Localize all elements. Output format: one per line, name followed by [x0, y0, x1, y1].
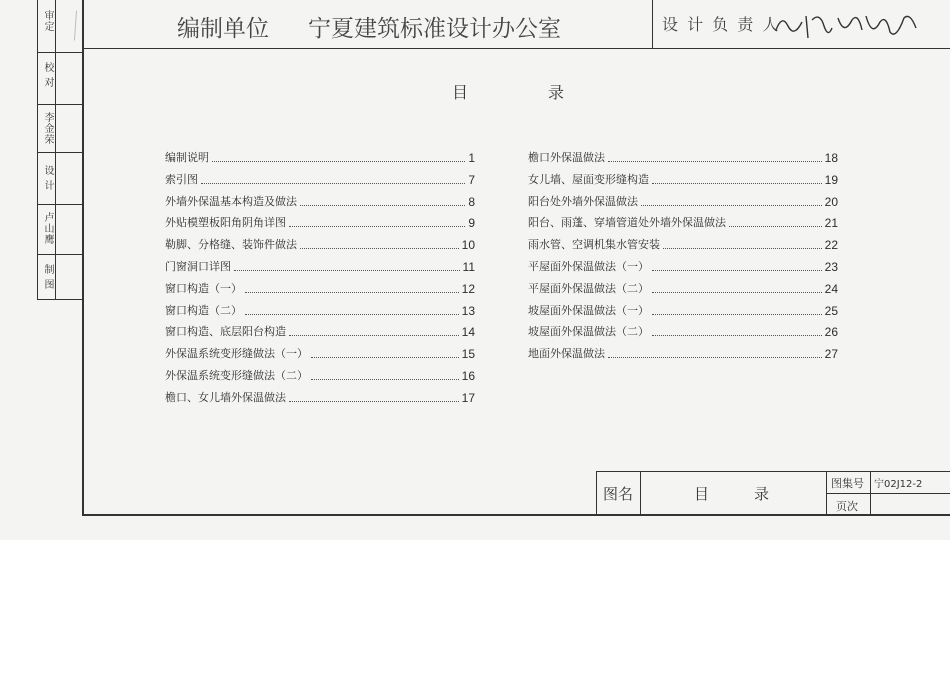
toc-entry-page: 17 [461, 390, 475, 405]
toc-entry-title: 坡屋面外保温做法（一） [528, 303, 649, 317]
toc-leader-dots [652, 291, 822, 293]
toc-entry-title: 索引图 [165, 172, 198, 186]
responsible-signature [772, 8, 922, 44]
toc-entry-page: 26 [824, 325, 838, 340]
toc-leader-dots [212, 160, 465, 162]
toc-entry [165, 212, 475, 230]
unit-name: 宁夏建筑标准设计办公室 [308, 16, 561, 42]
sidebar-cell-check: 校 对 [42, 62, 53, 89]
toc-leader-dots [729, 225, 822, 227]
toc-entry-title: 雨水管、空调机集水管安装 [528, 238, 660, 252]
toc-entry-title: 窗口构造（二） [165, 303, 242, 317]
toc-entry [165, 365, 475, 383]
toc-entry-title: 外贴模塑板阳角阴角详图 [165, 216, 286, 230]
toc-leader-dots [300, 247, 459, 249]
toc-entry-page: 20 [824, 194, 838, 209]
toc-entry-page: 22 [824, 238, 838, 253]
toc-entry-title: 平屋面外保温做法（一） [528, 260, 649, 273]
toc-entry-title: 檐口外保温做法 [528, 151, 605, 164]
toc-entry-title: 外保温系统变形缝做法（二） [165, 369, 308, 382]
atlas-number-label: 图集号 [831, 477, 864, 490]
toc-leader-dots [201, 182, 465, 184]
toc-entry [528, 169, 838, 187]
toc-entry-title: 地面外保温做法 [528, 347, 605, 361]
toc-entry-title: 编制说明 [165, 151, 209, 164]
toc-entry-title: 窗口构造（一） [165, 281, 242, 295]
toc-entry-page: 18 [824, 151, 838, 165]
responsible-label: 设 计 负 责 人 [662, 15, 781, 34]
toc-entry-title: 檐口、女儿墙外保温做法 [165, 390, 286, 404]
toc-entry-title: 阳台处外墙外保温做法 [528, 194, 638, 208]
toc-entry [165, 321, 475, 339]
toc-entry [528, 278, 838, 296]
toc-entry-page: 11 [462, 260, 475, 274]
toc-entry-page: 19 [824, 172, 838, 187]
sidebar-cell-approve: 审定 [42, 10, 53, 32]
page-title: 目 录 [452, 83, 565, 102]
atlas-number: 宁02J12-2 [874, 479, 923, 490]
toc-entry [528, 212, 838, 230]
toc-entry [528, 256, 838, 274]
toc-entry-page: 24 [824, 281, 838, 296]
sidebar-cell-draw: 制 图 [42, 264, 53, 291]
sidebar-cell-check-name: 李金荣 [42, 112, 53, 145]
toc-entry-title: 外保温系统变形缝做法（一） [165, 347, 308, 361]
sidebar-strip [37, 0, 83, 300]
toc-entry [528, 234, 838, 252]
toc-leader-dots [608, 160, 822, 162]
toc-leader-dots [245, 291, 459, 293]
toc-entry-page: 10 [461, 238, 475, 253]
toc-leader-dots [311, 378, 459, 380]
toc-entry-page: 8 [468, 194, 475, 209]
toc-leader-dots [641, 204, 822, 206]
toc-entry [165, 256, 475, 274]
toc-entry-page: 16 [461, 369, 475, 383]
toc-entry [165, 234, 475, 252]
toc-entry-page: 14 [461, 325, 475, 340]
drawing-name-label: 图名 [603, 485, 634, 503]
sidebar-cell-design: 设 计 [42, 165, 53, 192]
toc-leader-dots [234, 269, 460, 271]
page-number-label: 页次 [836, 500, 858, 513]
toc-entry [165, 278, 475, 296]
toc-leader-dots [289, 400, 459, 402]
toc-entry [165, 387, 475, 405]
toc-entry-title: 平屋面外保温做法（二） [528, 281, 649, 295]
toc-entry-title: 外墙外保温基本构造及做法 [165, 194, 297, 208]
toc-entry-page: 13 [461, 303, 475, 318]
toc-entry [165, 343, 475, 361]
toc-leader-dots [652, 334, 822, 336]
toc-entry-title: 阳台、雨蓬、穿墙管道处外墙外保温做法 [528, 216, 726, 230]
toc-entry-page: 21 [824, 216, 838, 231]
toc-entry [528, 147, 838, 165]
toc-entry [165, 147, 475, 165]
toc-leader-dots [289, 334, 459, 336]
unit-label: 编制单位 [177, 16, 269, 42]
toc-entry-title: 坡屋面外保温做法（二） [528, 325, 649, 339]
sidebar-signature [58, 9, 77, 40]
toc-entry [528, 191, 838, 209]
toc-entry-page: 1 [468, 151, 475, 165]
toc-entry-page: 23 [824, 260, 838, 274]
toc-entry-title: 女儿墙、屋面变形缝构造 [528, 172, 649, 186]
sidebar-cell-design-name: 卢山鹰 [42, 212, 53, 245]
toc-entry-page: 12 [461, 281, 475, 296]
title-block [596, 471, 950, 515]
toc-entry-page: 9 [468, 216, 475, 231]
toc-entry [528, 300, 838, 318]
toc-leader-dots [652, 313, 822, 315]
toc-leader-dots [652, 269, 822, 271]
drawing-name: 目 录 [694, 485, 770, 503]
toc-entry-page: 27 [824, 347, 838, 362]
toc-entry-page: 15 [461, 347, 475, 362]
toc-entry [528, 343, 838, 361]
toc-leader-dots [652, 182, 822, 184]
toc-entry-page: 7 [468, 172, 475, 187]
toc-leader-dots [663, 247, 822, 249]
toc-entry [165, 191, 475, 209]
toc-entry [165, 300, 475, 318]
toc-entry-title: 窗口构造、底层阳台构造 [165, 325, 286, 339]
toc-entry [528, 321, 838, 339]
toc-leader-dots [311, 356, 459, 358]
toc-entry-title: 门窗洞口详图 [165, 260, 231, 273]
toc-entry-title: 勒脚、分格缝、装饰件做法 [165, 238, 297, 252]
toc-leader-dots [245, 313, 459, 315]
toc-leader-dots [300, 204, 465, 206]
toc-entry-page: 25 [824, 303, 838, 318]
toc-leader-dots [289, 225, 465, 227]
toc-leader-dots [608, 356, 822, 358]
toc-entry [165, 169, 475, 187]
